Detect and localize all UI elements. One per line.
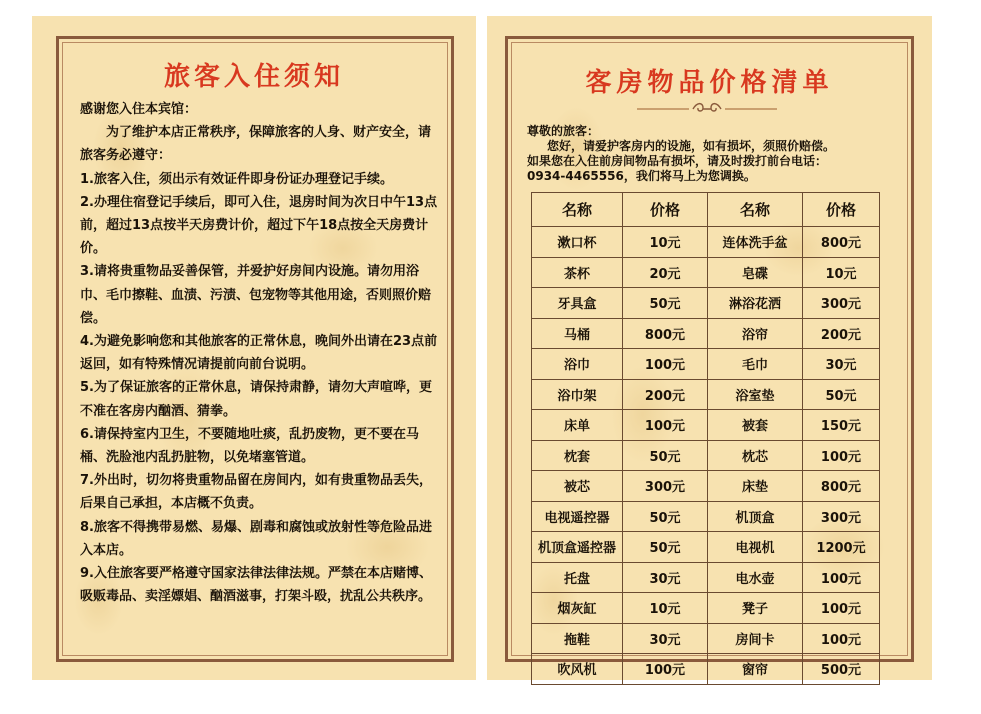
- item-price-cell: 20元: [623, 257, 708, 288]
- price-title: 客房物品价格清单: [585, 68, 834, 98]
- table-row: [532, 349, 880, 380]
- item-price-cell: 100元: [803, 440, 880, 471]
- item-price-cell: 1200元: [803, 532, 880, 563]
- item-price-cell: 10元: [623, 593, 708, 624]
- notice-greeting: 感谢您入住本宾馆：: [80, 102, 198, 117]
- item-name-cell: 烟灰缸: [532, 593, 623, 624]
- item-name-cell: 机顶盒: [708, 501, 803, 532]
- header-price: 价格: [803, 193, 880, 227]
- item-name-cell: 房间卡: [708, 623, 803, 654]
- item-price-cell: 100元: [803, 623, 880, 654]
- item-price-cell: 800元: [623, 318, 708, 349]
- price-table: [531, 192, 880, 685]
- table-row: [532, 288, 880, 319]
- item-name-cell: 电视遥控器: [532, 501, 623, 532]
- item-price-cell: 100元: [803, 562, 880, 593]
- item-name-cell: 窗帘: [708, 654, 803, 685]
- item-name-cell: 凳子: [708, 593, 803, 624]
- notice-body: [80, 98, 440, 608]
- item-price-cell: 50元: [623, 532, 708, 563]
- table-row: [532, 562, 880, 593]
- item-price-cell: 50元: [803, 379, 880, 410]
- item-name-cell: 被套: [708, 410, 803, 441]
- notice-rule: 7.外出时，切勿将贵重物品留在房间内，如有贵重物品丢失，后果自己承担，本店概不负责。: [80, 473, 432, 512]
- item-price-cell: 30元: [623, 562, 708, 593]
- notice-rule: 6.请保持室内卫生，不要随地吐痰，乱扔废物，更不要在马桶、洗脸池内乱扔脏物，以免堵塞管道。: [80, 426, 419, 466]
- item-price-cell: 800元: [803, 227, 880, 258]
- table-row: [532, 440, 880, 471]
- item-price-cell: 800元: [803, 471, 880, 502]
- table-row: [532, 410, 880, 441]
- header-price: 价格: [623, 193, 708, 227]
- item-price-cell: 10元: [803, 257, 880, 288]
- item-name-cell: 连体洗手盆: [708, 227, 803, 258]
- item-name-cell: 毛巾: [708, 349, 803, 380]
- item-name-cell: 皂碟: [708, 257, 803, 288]
- intro-line: 如果您在入住前房间物品有损坏，请及时拨打前台电话：: [527, 154, 828, 168]
- table-row: [532, 593, 880, 624]
- item-name-cell: 浴巾: [532, 349, 623, 380]
- item-name-cell: 浴室垫: [708, 379, 803, 410]
- notice-rule: 4.为避免影响您和其他旅客的正常休息，晚间外出请在23点前返回，如有特殊情况请提前向前台说明。: [80, 334, 438, 373]
- notice-rule: 3.请将贵重物品妥善保管，并爱护好房间内设施。请勿用浴巾、毛巾擦鞋、血渍、污渍、包宠物等其他用途，否则照价赔偿。: [80, 264, 432, 326]
- item-price-cell: 300元: [803, 288, 880, 319]
- table-row: [532, 379, 880, 410]
- notice-rule: 1.旅客入住，须出示有效证件即身份证办理登记手续。: [80, 171, 393, 187]
- intro-line: 您好，请爱护客房内的设施，如有损坏，须照价赔偿。: [547, 139, 836, 153]
- item-price-cell: 50元: [623, 501, 708, 532]
- notice-rule: 5.为了保证旅客的正常休息，请保持肃静，请勿大声喧哗，更不准在客房内酗酒、猜拳。: [80, 380, 432, 419]
- item-name-cell: 茶杯: [532, 257, 623, 288]
- guest-notice-sheet: [32, 16, 476, 680]
- notice-rule: 9.入住旅客要严格遵守国家法律法律法规。严禁在本店赌博、吸贩毒品、卖淫嫖娼、酗酒滋事，打架斗殴，扰乱公共秩序。: [80, 566, 432, 605]
- table-row: [532, 501, 880, 532]
- notice-rule: 2.办理住宿登记手续后，即可入住，退房时间为次日中午13点前，超过13点按半天房费计价，超过下午18点按全天房费计价。: [80, 194, 438, 257]
- header-name: 名称: [708, 193, 803, 227]
- notice-title: 旅客入住须知: [163, 62, 344, 92]
- item-price-cell: 100元: [623, 654, 708, 685]
- table-row: [532, 471, 880, 502]
- table-row: [532, 318, 880, 349]
- item-name-cell: 枕芯: [708, 440, 803, 471]
- item-price-cell: 50元: [623, 288, 708, 319]
- header-name: 名称: [532, 193, 623, 227]
- table-row: [532, 623, 880, 654]
- table-row: [532, 227, 880, 258]
- item-name-cell: 浴帘: [708, 318, 803, 349]
- item-price-cell: 150元: [803, 410, 880, 441]
- intro-line: 0934-4465556，我们将马上为您调换。: [527, 169, 756, 183]
- item-name-cell: 电视机: [708, 532, 803, 563]
- item-name-cell: 吹风机: [532, 654, 623, 685]
- item-name-cell: 漱口杯: [532, 227, 623, 258]
- item-price-cell: 200元: [803, 318, 880, 349]
- item-name-cell: 被芯: [532, 471, 623, 502]
- table-header-row: [532, 193, 880, 227]
- item-name-cell: 马桶: [532, 318, 623, 349]
- table-row: [532, 257, 880, 288]
- item-name-cell: 拖鞋: [532, 623, 623, 654]
- item-price-cell: 300元: [803, 501, 880, 532]
- item-price-cell: 50元: [623, 440, 708, 471]
- item-price-cell: 100元: [803, 593, 880, 624]
- item-name-cell: 托盘: [532, 562, 623, 593]
- price-list-sheet: [487, 16, 932, 680]
- item-name-cell: 枕套: [532, 440, 623, 471]
- notice-rule: 8.旅客不得携带易燃、易爆、剧毒和腐蚀或放射性等危险品进入本店。: [80, 519, 432, 558]
- item-price-cell: 300元: [623, 471, 708, 502]
- item-price-cell: 30元: [803, 349, 880, 380]
- item-price-cell: 100元: [623, 349, 708, 380]
- notice-intro: 为了维护本店正常秩序，保障旅客的人身、财产安全，请旅客务必遵守：: [80, 125, 432, 164]
- table-row: [532, 654, 880, 685]
- item-price-cell: 30元: [623, 623, 708, 654]
- price-table-body: [532, 227, 880, 685]
- item-price-cell: 10元: [623, 227, 708, 258]
- item-price-cell: 100元: [623, 410, 708, 441]
- item-name-cell: 床单: [532, 410, 623, 441]
- item-name-cell: 床垫: [708, 471, 803, 502]
- item-price-cell: 500元: [803, 654, 880, 685]
- item-name-cell: 牙具盒: [532, 288, 623, 319]
- salutation: 尊敬的旅客：: [527, 124, 600, 138]
- item-name-cell: 浴巾架: [532, 379, 623, 410]
- item-name-cell: 淋浴花洒: [708, 288, 803, 319]
- item-name-cell: 机顶盒遥控器: [532, 532, 623, 563]
- flourish-ornament-icon: [637, 102, 777, 116]
- table-row: [532, 532, 880, 563]
- price-intro: [527, 124, 907, 184]
- item-price-cell: 200元: [623, 379, 708, 410]
- item-name-cell: 电水壶: [708, 562, 803, 593]
